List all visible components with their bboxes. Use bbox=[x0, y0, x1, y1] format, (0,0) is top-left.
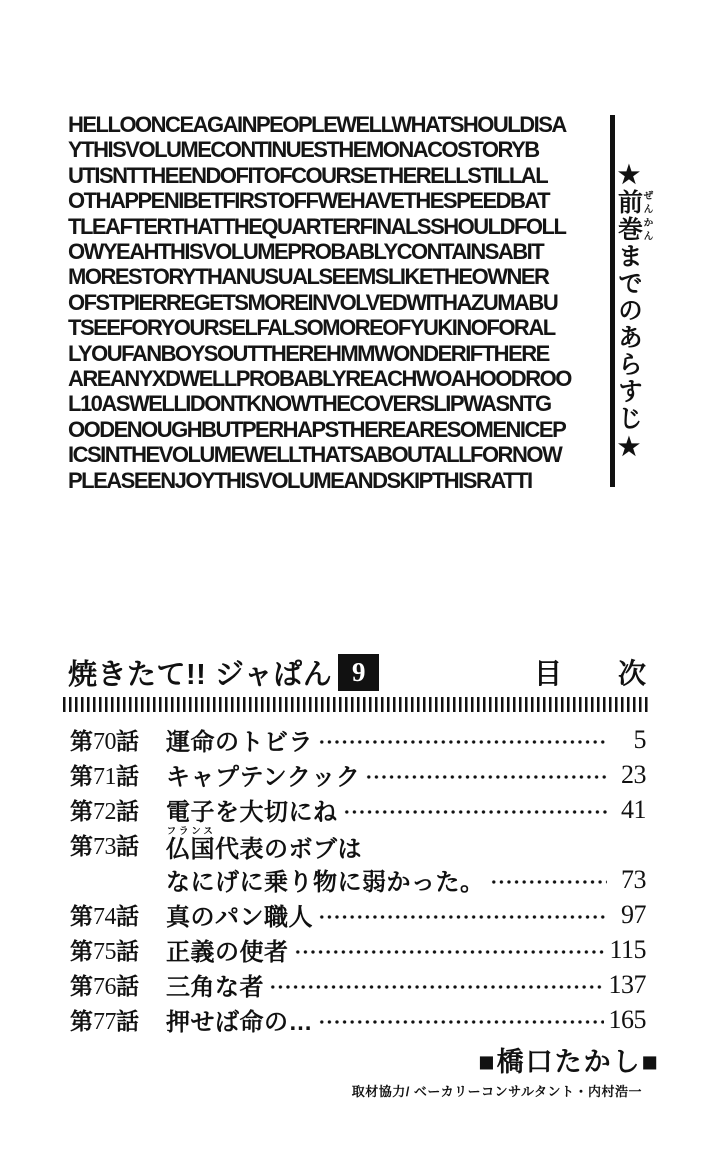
chapter-suffix: 話 bbox=[116, 728, 139, 754]
chapter-suffix: 話 bbox=[116, 938, 139, 964]
chapter-number bbox=[70, 723, 166, 756]
preface-line: LYOUFANBOYSOUTTHEREHMMWONDERIFTHERE bbox=[68, 340, 549, 366]
dot-leader bbox=[343, 809, 608, 815]
chapter-num: 71 bbox=[93, 764, 116, 790]
toc-row bbox=[70, 967, 646, 1002]
page-number: 41 bbox=[621, 794, 646, 824]
chapter-prefix: 第 bbox=[70, 763, 93, 789]
chapter-number bbox=[70, 898, 166, 931]
dot-leader bbox=[365, 774, 607, 780]
chapter-num: 74 bbox=[93, 904, 116, 930]
toc-row bbox=[70, 1002, 646, 1037]
preface-line: MORESTORYTHANUSUALSEEMSLIKETHEOWNER bbox=[68, 264, 549, 290]
furigana-text: フランス bbox=[166, 825, 215, 837]
dot-leader bbox=[318, 739, 607, 745]
toc-heading-label: 目 次 bbox=[533, 658, 646, 689]
chapter-suffix: 話 bbox=[116, 763, 139, 789]
chapter-title bbox=[166, 826, 362, 864]
dot-leader bbox=[490, 879, 608, 885]
chapter-title: 三角な者 bbox=[166, 974, 264, 1001]
toc-row bbox=[70, 757, 646, 792]
chapter-title: 正義の使者 bbox=[166, 939, 289, 966]
page-number: 23 bbox=[621, 759, 646, 789]
chapter-title-line2: なにげに乗り物に弱かった。 bbox=[166, 869, 485, 896]
chapter-suffix: 話 bbox=[116, 973, 139, 999]
dot-leader bbox=[318, 1019, 604, 1025]
preface-line: OFSTPIERREGETSMOREINVOLVEDWITHAZUMABU bbox=[68, 289, 558, 315]
chapter-prefix: 第 bbox=[70, 728, 93, 754]
chapter-title: 運命のトビラ bbox=[166, 729, 313, 756]
toc-row bbox=[70, 827, 646, 862]
toc-header bbox=[68, 651, 646, 693]
preface-line: HELLOONCEAGAINPEOPLEWELLWHATSHOULDISA bbox=[68, 112, 566, 137]
star-icon: ★ bbox=[614, 432, 643, 461]
chapter-number bbox=[70, 793, 166, 826]
hatched-divider bbox=[63, 697, 648, 712]
preface-line: UTISNTTHEENDOFITOFCOURSETHERELLSTILLAL bbox=[68, 162, 548, 188]
chapter-title: 電子を大切にね bbox=[166, 799, 338, 826]
preface-line: OTHAPPENIBETFIRSTOFFWEHAVETHESPEEDBAT bbox=[68, 188, 550, 214]
volume-number-badge: 9 bbox=[338, 654, 379, 691]
preface-line: ICSINTHEVOLUMEWELLTHATSABOUTALLFORNOW bbox=[68, 442, 562, 468]
chapter-list bbox=[70, 722, 646, 1037]
toc-row bbox=[70, 792, 646, 827]
chapter-prefix: 第 bbox=[70, 833, 93, 859]
chapter-num: 76 bbox=[93, 974, 116, 1000]
chapter-title-rest: 代表のボブは bbox=[215, 835, 362, 863]
ruby-base-text: 前巻 bbox=[614, 189, 643, 243]
toc-row-continuation bbox=[70, 862, 646, 897]
preface-line: TSEEFORYOURSELFALSOMOREOFYUKINOFORAL bbox=[68, 315, 555, 341]
chapter-num: 77 bbox=[93, 1009, 116, 1035]
chapter-prefix: 第 bbox=[70, 1008, 93, 1034]
heading-rest-text: までのあらすじ bbox=[614, 243, 643, 432]
chapter-num: 75 bbox=[93, 939, 116, 965]
chapter-suffix: 話 bbox=[116, 833, 139, 859]
ruby-france bbox=[166, 825, 215, 863]
chapter-num: 70 bbox=[93, 729, 116, 755]
preface-line: AREANYXDWELLPROBABLYREACHWOAHOODROO bbox=[68, 366, 571, 392]
chapter-title: キャプテンクック bbox=[166, 764, 361, 791]
chapter-number bbox=[70, 758, 166, 791]
author-credit: ■橋口たかし■ bbox=[478, 1047, 660, 1077]
page-number: 97 bbox=[621, 899, 646, 929]
ruby-zenkan bbox=[614, 189, 652, 243]
page-number: 137 bbox=[608, 969, 646, 999]
page-number: 73 bbox=[621, 864, 646, 894]
page-number: 115 bbox=[609, 934, 646, 964]
preface-line: OWYEAHTHISVOLUMEPROBABLYCONTAINSABIT bbox=[68, 239, 544, 265]
chapter-prefix: 第 bbox=[70, 798, 93, 824]
chapter-suffix: 話 bbox=[116, 798, 139, 824]
chapter-prefix: 第 bbox=[70, 938, 93, 964]
chapter-number bbox=[70, 828, 166, 861]
ruby-base-text: 仏国 bbox=[166, 835, 215, 863]
preface-line: TLEAFTERTHATTHEQUARTERFINALSSHOULDFOLL bbox=[68, 213, 566, 239]
dot-leader bbox=[318, 914, 607, 920]
dot-leader bbox=[294, 949, 605, 955]
series-title: 焼きたて!! ジャぱん bbox=[68, 658, 333, 691]
preface-line: PLEASEENJOYTHISVOLUMEANDSKIPTHISRATTI bbox=[68, 467, 532, 493]
chapter-number bbox=[70, 933, 166, 966]
previous-volume-summary-heading bbox=[614, 160, 652, 490]
preface-line: OODENOUGHBUTPERHAPSTHEREARESOMENICEP bbox=[68, 416, 566, 442]
toc-row bbox=[70, 722, 646, 757]
chapter-number bbox=[70, 968, 166, 1001]
star-icon: ★ bbox=[614, 160, 643, 189]
chapter-num: 73 bbox=[93, 834, 116, 860]
chapter-title: 真のパン職人 bbox=[166, 904, 313, 931]
chapter-suffix: 話 bbox=[116, 1008, 139, 1034]
page-number: 5 bbox=[633, 724, 646, 754]
preface-line: L10ASWELLIDONTKNOWTHECOVERSLIPWASNTG bbox=[68, 391, 551, 417]
dot-leader bbox=[269, 984, 604, 990]
toc-row bbox=[70, 897, 646, 932]
research-credit: 取材協力/ ベーカリーコンサルタント・内村浩一 bbox=[351, 1084, 642, 1099]
page-number: 165 bbox=[608, 1004, 646, 1034]
chapter-num: 72 bbox=[93, 799, 116, 825]
toc-row bbox=[70, 932, 646, 967]
preface-line: YTHISVOLUMECONTINUESTHEMONACOSTORYB bbox=[68, 137, 539, 163]
chapter-number bbox=[70, 1003, 166, 1036]
chapter-prefix: 第 bbox=[70, 903, 93, 929]
chapter-title: 押せば命の… bbox=[166, 1009, 313, 1036]
chapter-suffix: 話 bbox=[116, 903, 139, 929]
furigana-text: ぜんかん bbox=[641, 189, 652, 243]
author-preface-block bbox=[68, 112, 602, 493]
chapter-prefix: 第 bbox=[70, 973, 93, 999]
